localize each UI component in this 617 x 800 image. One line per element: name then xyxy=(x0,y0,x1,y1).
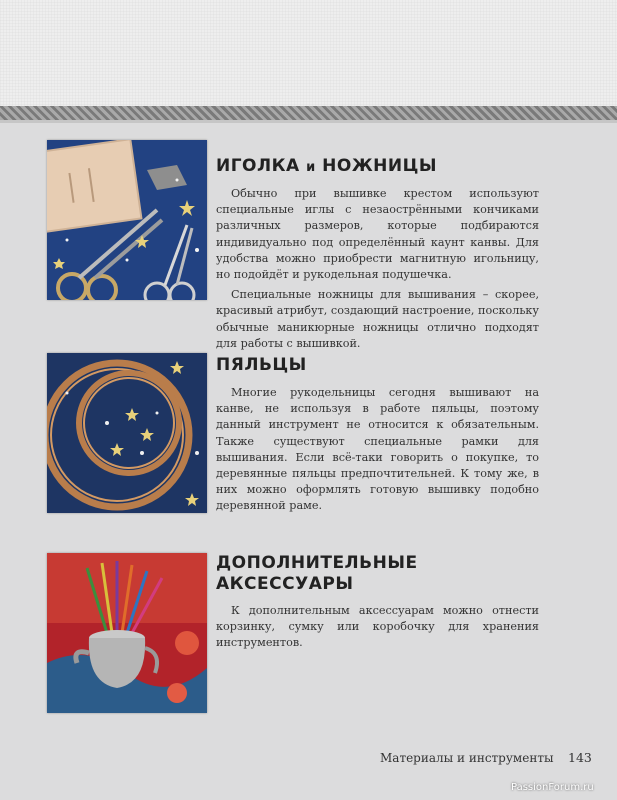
paragraph: Многие рукодельницы сегодня вышивают на канве, не используя в работе пяльцы, поэтому данный инструмент не относится к обязательным. Также существуют специальные рамки для вышивания. Если всё-таки говорить о покупке, то деревянные пяльцы предпочтительней. К тому же, в них можно оформлять готовую вышивку подобно деревянной раме. xyxy=(216,386,539,513)
title-part: ДОПОЛНИТЕЛЬНЫЕ xyxy=(216,553,418,573)
paragraph: Специальные ножницы для вышивания – скорее, красивый атрибут, создающий настроение, поскольку обычные маникюрные ножницы отлично подходят для работы с вышивкой. xyxy=(216,288,539,350)
stitch-border xyxy=(0,106,617,120)
title-part: АКСЕССУАРЫ xyxy=(216,574,354,594)
section-hoops xyxy=(216,355,539,515)
needle-scissors-photo xyxy=(47,140,207,300)
title-part: ИГОЛКА xyxy=(216,156,300,176)
watermark: PassionForum.ru xyxy=(511,782,594,793)
section-accessories xyxy=(216,553,539,652)
paragraph: К дополнительным аксессуарам можно отнести корзинку, сумку или коробочку для хранения инструментов. xyxy=(216,604,539,650)
section-title xyxy=(216,156,539,178)
page-number: 143 xyxy=(568,750,592,765)
accessories-photo xyxy=(47,553,207,713)
title-part: и xyxy=(306,160,316,175)
embroidery-hoops-photo xyxy=(47,353,207,513)
border-line xyxy=(0,120,617,123)
section-title xyxy=(216,553,539,595)
title-part: НОЖНИЦЫ xyxy=(322,156,437,176)
paragraph: Обычно при вышивке крестом используют специальные иглы с незаострёнными кончиками различных размеров, которые подбираются индивидуально под определённый каунт канвы. Для удобства можно приобрести магнитную игольницу, но подойдёт и рукодельная подушечка. xyxy=(216,187,539,282)
section-title: ПЯЛЬЦЫ xyxy=(216,355,307,375)
fabric-header-band xyxy=(0,0,617,108)
section-needle-scissors xyxy=(216,156,539,352)
footer-section-label: Материалы и инструменты xyxy=(380,751,554,765)
